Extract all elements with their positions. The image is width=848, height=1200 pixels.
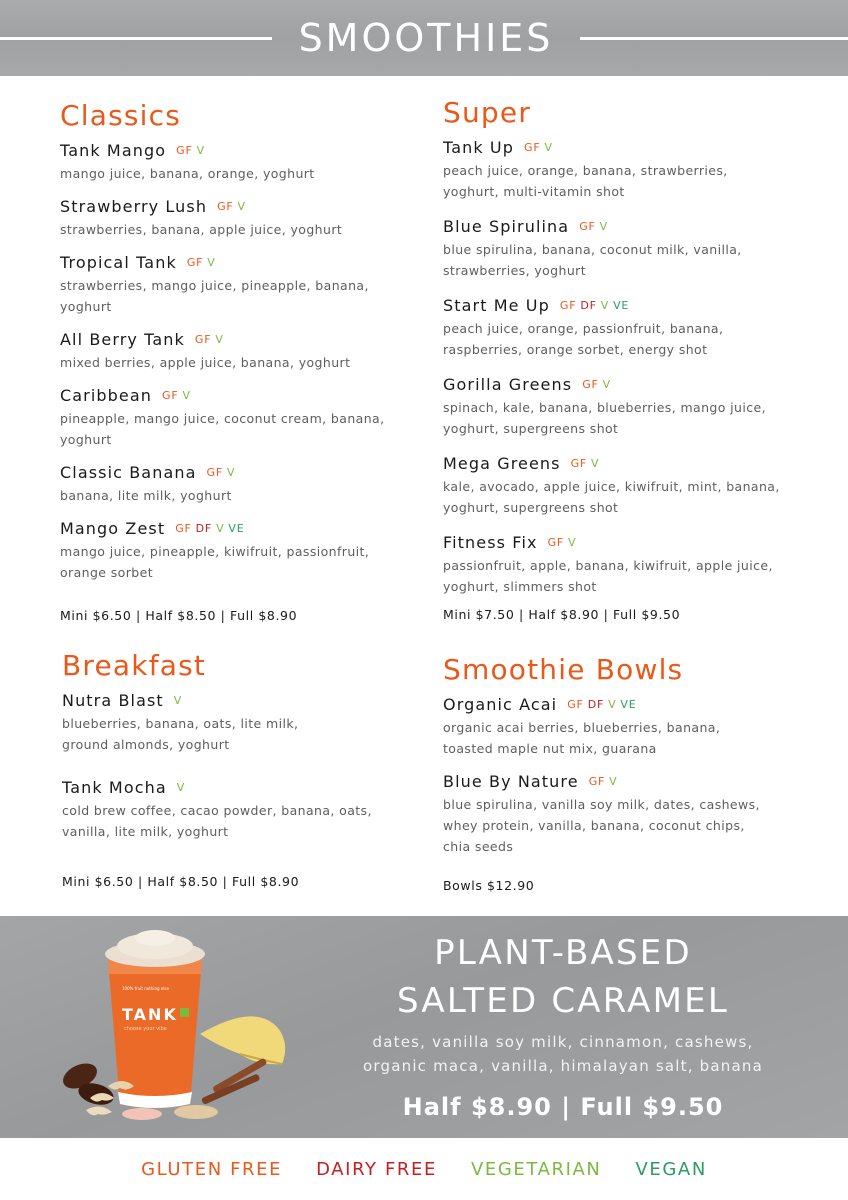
menu-item-name-row <box>60 140 420 162</box>
menu-item-tank-mocha <box>62 777 422 842</box>
menu-item-description: toasted maple nut mix, guarana <box>443 741 657 756</box>
menu-item-name: Tank Mocha <box>62 778 167 797</box>
diet-tag-gf: GF <box>524 141 541 154</box>
diet-tag-v: V <box>591 457 600 470</box>
diet-tag-v: V <box>544 141 553 154</box>
diet-tag-gf: GF <box>186 256 204 269</box>
super-price: Mini $7.50 | Half $8.90 | Full $9.50 <box>443 607 681 622</box>
legend-vegan: VEGAN <box>635 1158 707 1180</box>
menu-item-organic-acai <box>443 694 823 759</box>
menu-item-description: cold brew coffee, cacao powder, banana, oats, <box>62 803 372 818</box>
diet-tag-v: V <box>608 698 617 711</box>
menu-item-description: peach juice, orange, banana, strawberries, <box>443 163 728 178</box>
diet-tag-df: DF <box>587 698 605 711</box>
diet-tag-gf: GF <box>194 333 212 346</box>
menu-item-name: Tank Mango <box>60 141 167 160</box>
menu-item-name: Mega Greens <box>443 454 561 473</box>
diet-tag-v: V <box>602 378 611 391</box>
menu-item-name-row <box>443 295 823 317</box>
menu-item-tank-mango <box>60 140 420 184</box>
menu-item-name: Mango Zest <box>60 519 166 538</box>
bowls-price: Bowls $12.90 <box>443 878 535 893</box>
legend-dairy-free: DAIRY FREE <box>316 1158 437 1180</box>
menu-item-nutra-blast <box>62 690 422 755</box>
menu-item-description: blue spirulina, vanilla soy milk, dates, cashews, <box>443 797 760 812</box>
diet-tag-v: V <box>176 781 186 794</box>
menu-item-name-row <box>60 252 420 274</box>
classics-section <box>60 98 420 583</box>
menu-item-caribbean <box>60 385 420 450</box>
menu-item-name: Caribbean <box>60 386 153 405</box>
menu-item-name: Tropical Tank <box>60 253 177 272</box>
menu-item-name-row <box>443 216 823 238</box>
menu-item-description: organic acai berries, blueberries, banana, <box>443 720 721 735</box>
diet-tag-gf: GF <box>570 457 588 470</box>
menu-item-blue-spirulina <box>443 216 823 281</box>
menu-item-name: Nutra Blast <box>62 691 164 710</box>
menu-item-all-berry-tank <box>60 329 420 373</box>
section-title: Super <box>443 96 532 129</box>
diet-tag-gf: GF <box>567 698 584 711</box>
page-title: SMOOTHIES <box>298 16 554 60</box>
legend-gluten-free: GLUTEN FREE <box>141 1158 283 1180</box>
section-title: Classics <box>60 99 182 132</box>
maca-powder-icon <box>174 1105 218 1119</box>
menu-item-description: strawberries, banana, apple juice, yoghurt <box>60 222 343 237</box>
cup-brand: TANK <box>122 1005 178 1024</box>
menu-item-description: yoghurt <box>60 432 112 447</box>
promo-band <box>0 916 848 1138</box>
promo-title-line2: SALTED CARAMEL <box>396 981 730 1021</box>
menu-item-mega-greens <box>443 453 823 518</box>
menu-item-description: raspberries, orange sorbet, energy shot <box>443 342 708 357</box>
diet-tag-df: DF <box>580 299 597 312</box>
menu-item-mango-zest <box>60 518 420 583</box>
menu-item-name-row <box>443 453 823 475</box>
menu-item-description: passionfruit, apple, banana, kiwifruit, apple juice, <box>443 558 773 573</box>
menu-item-name-row <box>443 374 823 396</box>
diet-tag-ve: VE <box>228 522 245 535</box>
himalayan-salt-icon <box>122 1108 162 1120</box>
menu-item-name-row <box>443 694 823 716</box>
diet-tag-gf: GF <box>176 144 193 157</box>
menu-item-name: Classic Banana <box>60 463 197 482</box>
menu-item-name: Strawberry Lush <box>60 197 208 216</box>
menu-item-description: orange sorbet <box>60 565 153 580</box>
menu-item-name: Blue Spirulina <box>443 217 570 236</box>
menu-item-description: mango juice, pineapple, kiwifruit, passionfruit, <box>60 544 370 559</box>
promo-desc-line2: organic maca, vanilla, himalayan salt, banana <box>363 1057 763 1075</box>
menu-item-name: All Berry Tank <box>60 330 185 349</box>
menu-item-description: pineapple, mango juice, coconut cream, banana, <box>60 411 385 426</box>
diet-tag-gf: GF <box>162 389 179 402</box>
menu-item-description: peach juice, orange, passionfruit, banana, <box>443 321 724 336</box>
menu-item-name-row <box>60 385 420 407</box>
diet-tag-v: V <box>599 220 608 233</box>
menu-item-name-row <box>443 532 823 554</box>
diet-tag-gf: GF <box>217 200 234 213</box>
menu-item-description: spinach, kale, banana, blueberries, mango juice, <box>443 400 766 415</box>
menu-item-fitness-fix <box>443 532 823 597</box>
diet-tag-gf: GF <box>175 522 192 535</box>
bowls-section <box>443 652 823 857</box>
section-title: Breakfast <box>62 649 207 682</box>
menu-item-name: Gorilla Greens <box>443 375 573 394</box>
menu-item-description: blueberries, banana, oats, lite milk, <box>62 716 299 731</box>
menu-item-description: yoghurt, multi-vitamin shot <box>443 184 625 199</box>
promo-price: Half $8.90 | Full $9.50 <box>402 1093 724 1121</box>
promo-title-line1: PLANT-BASED <box>434 933 692 973</box>
diet-tag-v: V <box>215 333 224 346</box>
section-title: Smoothie Bowls <box>443 653 684 686</box>
classics-price: Mini $6.50 | Half $8.50 | Full $8.90 <box>60 608 298 623</box>
diet-tag-ve: VE <box>620 698 637 711</box>
diet-tag-gf: GF <box>582 378 599 391</box>
diet-tag-v: V <box>237 200 246 213</box>
menu-item-name-row <box>60 196 420 218</box>
super-section <box>443 95 823 597</box>
diet-tag-v: V <box>226 466 236 479</box>
menu-item-name-row <box>443 137 823 159</box>
menu-item-description: mango juice, banana, orange, yoghurt <box>60 166 315 181</box>
menu-item-description: yoghurt, supergreens shot <box>443 421 619 436</box>
menu-item-name: Start Me Up <box>443 296 550 315</box>
menu-item-description: banana, lite milk, yoghurt <box>60 488 232 503</box>
breakfast-section <box>62 648 422 842</box>
menu-item-gorilla-greens <box>443 374 823 439</box>
diet-tag-v: V <box>600 299 610 312</box>
banana-icon <box>200 1016 285 1064</box>
promo-desc-line1: dates, vanilla soy milk, cinnamon, cashews, <box>372 1033 754 1051</box>
menu-item-classic-banana <box>60 462 420 506</box>
cup-tagline: choose your vibe <box>124 1026 167 1032</box>
breakfast-price: Mini $6.50 | Half $8.50 | Full $8.90 <box>62 874 300 889</box>
promo-illustration <box>50 916 380 1138</box>
diet-tag-gf: GF <box>206 466 223 479</box>
diet-tag-v: V <box>196 144 205 157</box>
diet-tag-gf: GF <box>559 299 577 312</box>
menu-item-name: Tank Up <box>443 138 514 157</box>
diet-tag-v: V <box>216 522 225 535</box>
header-rule-right <box>580 37 848 40</box>
diet-tag-df: DF <box>195 522 213 535</box>
menu-item-name: Blue By Nature <box>443 772 579 791</box>
menu-item-description: yoghurt, supergreens shot <box>443 500 619 515</box>
menu-item-description: yoghurt <box>60 299 112 314</box>
menu-item-description: yoghurt, slimmers shot <box>443 579 597 594</box>
menu-item-description: blue spirulina, banana, coconut milk, vanilla, <box>443 242 742 257</box>
diet-tag-ve: VE <box>613 299 630 312</box>
menu-item-description: whey protein, vanilla, banana, coconut chips, <box>443 818 745 833</box>
menu-item-start-me-up <box>443 295 823 360</box>
menu-item-tropical-tank <box>60 252 420 317</box>
diet-tag-v: V <box>207 256 216 269</box>
header-band <box>0 0 848 76</box>
diet-tag-gf: GF <box>579 220 596 233</box>
menu-item-name-row <box>62 777 422 799</box>
diet-tag-v: V <box>173 694 183 707</box>
legend-vegetarian: VEGETARIAN <box>470 1158 602 1180</box>
diet-tag-v: V <box>568 536 577 549</box>
menu-item-strawberry-lush <box>60 196 420 240</box>
diet-tag-v: V <box>609 775 618 788</box>
menu-item-name-row <box>62 690 422 712</box>
dietary-legend <box>0 1138 848 1200</box>
menu-item-name-row <box>60 518 420 540</box>
menu-item-description: ground almonds, yoghurt <box>62 737 230 752</box>
menu-item-name-row <box>60 329 420 351</box>
menu-item-description: kale, avocado, apple juice, kiwifruit, mint, banana, <box>443 479 780 494</box>
menu-item-description: vanilla, lite milk, yoghurt <box>62 824 229 839</box>
menu-item-name-row <box>60 462 420 484</box>
menu-item-description: strawberries, mango juice, pineapple, banana, <box>60 278 369 293</box>
header-rule-left <box>0 37 272 40</box>
menu-item-name: Organic Acai <box>443 695 558 714</box>
menu-item-description: strawberries, yoghurt <box>443 263 587 278</box>
menu-item-description: mixed berries, apple juice, banana, yoghurt <box>60 355 351 370</box>
cup-small-text: 100% fruit nothing else <box>122 986 169 991</box>
menu-item-tank-up <box>443 137 823 202</box>
menu-item-description: chia seeds <box>443 839 514 854</box>
menu-item-blue-by-nature <box>443 771 823 857</box>
menu-item-name-row <box>443 771 823 793</box>
diet-tag-v: V <box>182 389 191 402</box>
menu-item-name: Fitness Fix <box>443 533 538 552</box>
diet-tag-gf: GF <box>588 775 606 788</box>
diet-tag-gf: GF <box>547 536 565 549</box>
